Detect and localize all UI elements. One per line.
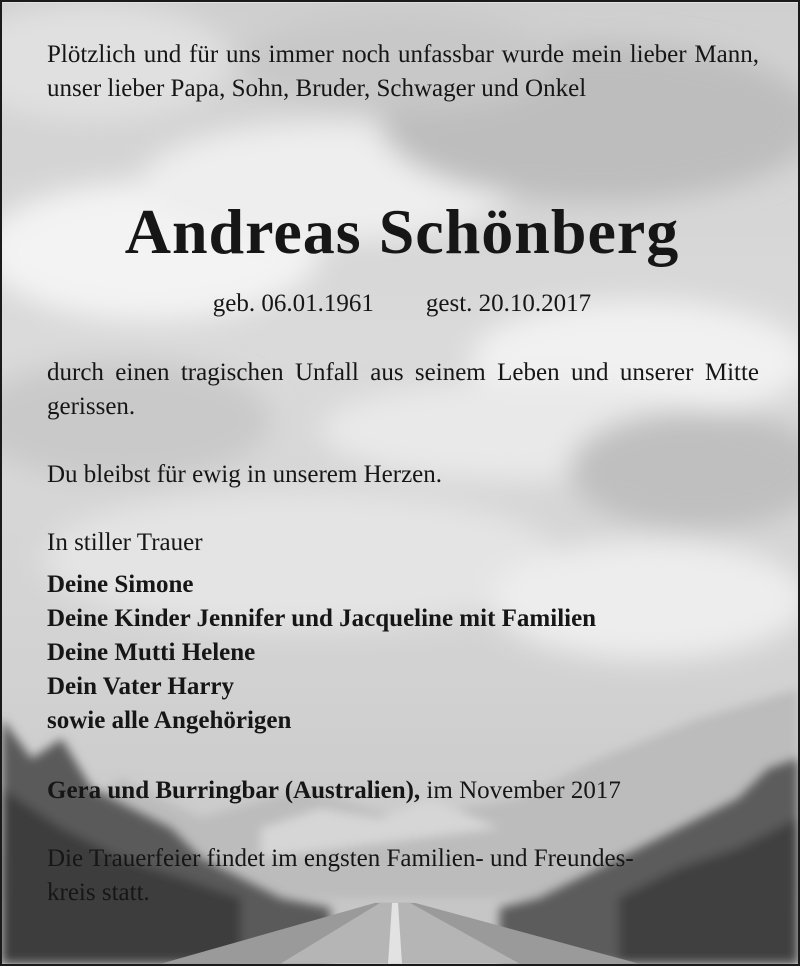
- mourning-intro: In stiller Trauer: [47, 529, 203, 556]
- mourner-item: Deine Kinder Jennifer und Jacqueline mit Familien: [47, 605, 597, 632]
- mourners-list: [47, 568, 759, 738]
- mourner-item: Deine Mutti Helene: [47, 639, 256, 666]
- notice-date: im November 2017: [426, 777, 621, 804]
- funeral-line: Die Trauerfeier findet im engsten Familien- und Freundes-: [47, 845, 634, 872]
- birth-date: geb. 06.01.1961: [212, 290, 374, 317]
- notice-content: [2, 2, 798, 964]
- place: Gera und Burringbar (Australien),: [47, 777, 421, 804]
- intro-text: Plötzlich und für uns immer noch unfassbar wurde mein lieber Mann, unser lieber Papa, Sohn, Bruder, Schwager und Onkel: [47, 41, 759, 102]
- remembrance-text: Du bleibst für ewig in unserem Herzen.: [47, 461, 443, 488]
- funeral-info: [47, 842, 759, 910]
- deceased-name: Andreas Schönberg: [124, 196, 680, 267]
- death-date: gest. 20.10.2017: [425, 290, 592, 317]
- mourner-item: Dein Vater Harry: [47, 673, 235, 700]
- mourner-item: Deine Simone: [47, 571, 194, 598]
- place-date-line: [47, 774, 759, 808]
- mourner-item: sowie alle Angehörigen: [47, 707, 292, 734]
- funeral-line: kreis statt.: [47, 879, 150, 906]
- life-dates: [2, 287, 800, 321]
- cause-text: durch einen tragischen Unfall aus seinem Leben und unserer Mitte gerissen.: [47, 359, 759, 420]
